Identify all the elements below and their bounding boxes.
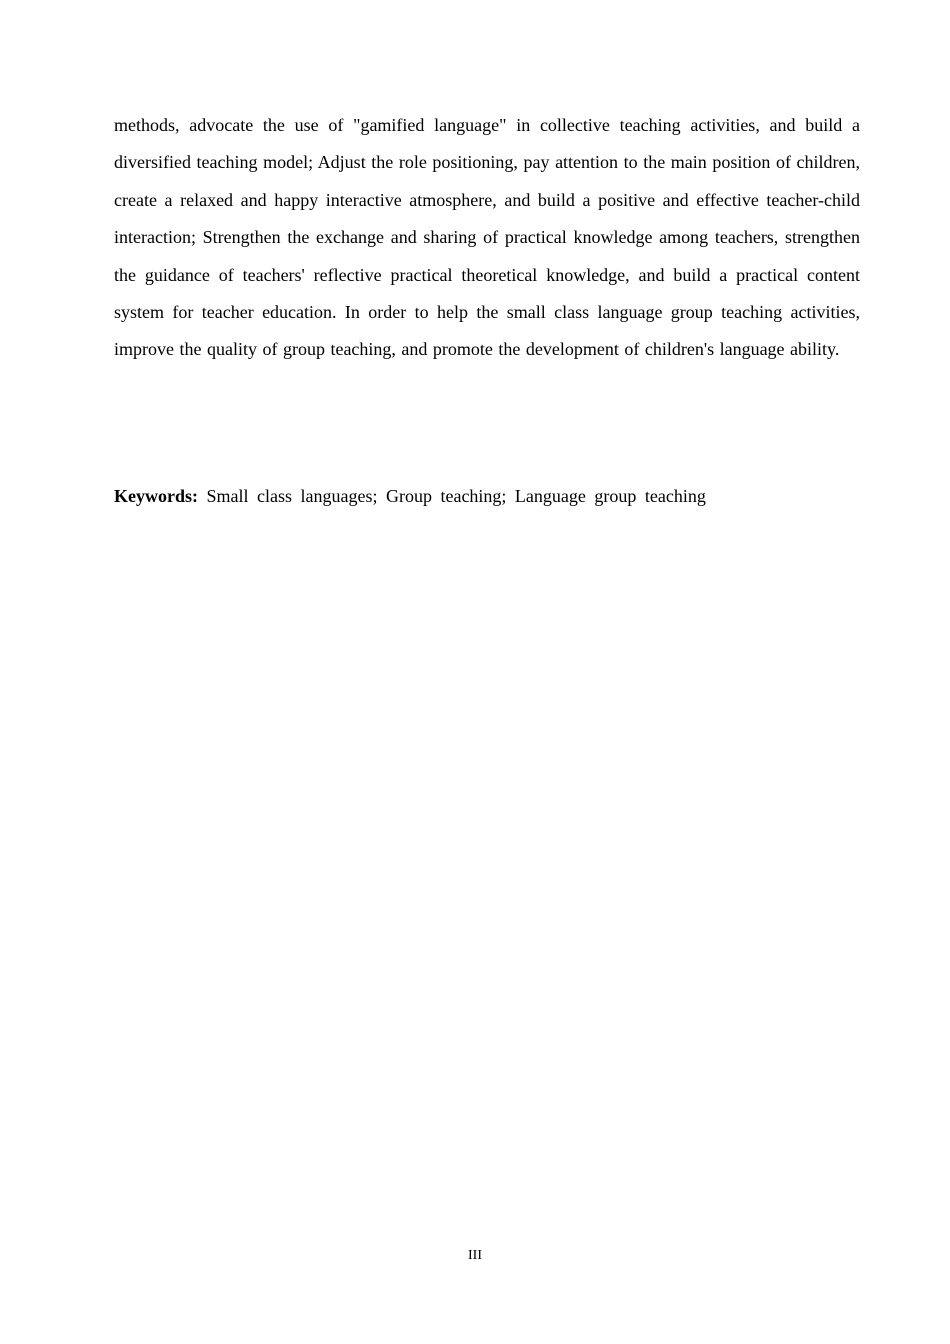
keywords-label: Keywords: xyxy=(114,486,198,506)
page-number: III xyxy=(468,1248,482,1263)
abstract-paragraph: methods, advocate the use of "gamified language" in collective teaching activities, and build a diversified teaching model; Adjust the role positioning, pay attention to the main position of children, create a relaxed and happy interactive atmosphere, and build a positive and effective teacher-child interaction; Strengthen the exchange and sharing of practical knowledge among teachers, strengthen the guidance of teachers' reflective practical theoretical knowledge, and build a practical content system for teacher education. In order to help the small class language group teaching activities, improve the quality of group teaching, and promote the development of children's language ability. xyxy=(114,115,860,360)
keywords-value: Small class languages; Group teaching; Language group teaching xyxy=(206,486,706,506)
keywords-line xyxy=(114,478,860,515)
